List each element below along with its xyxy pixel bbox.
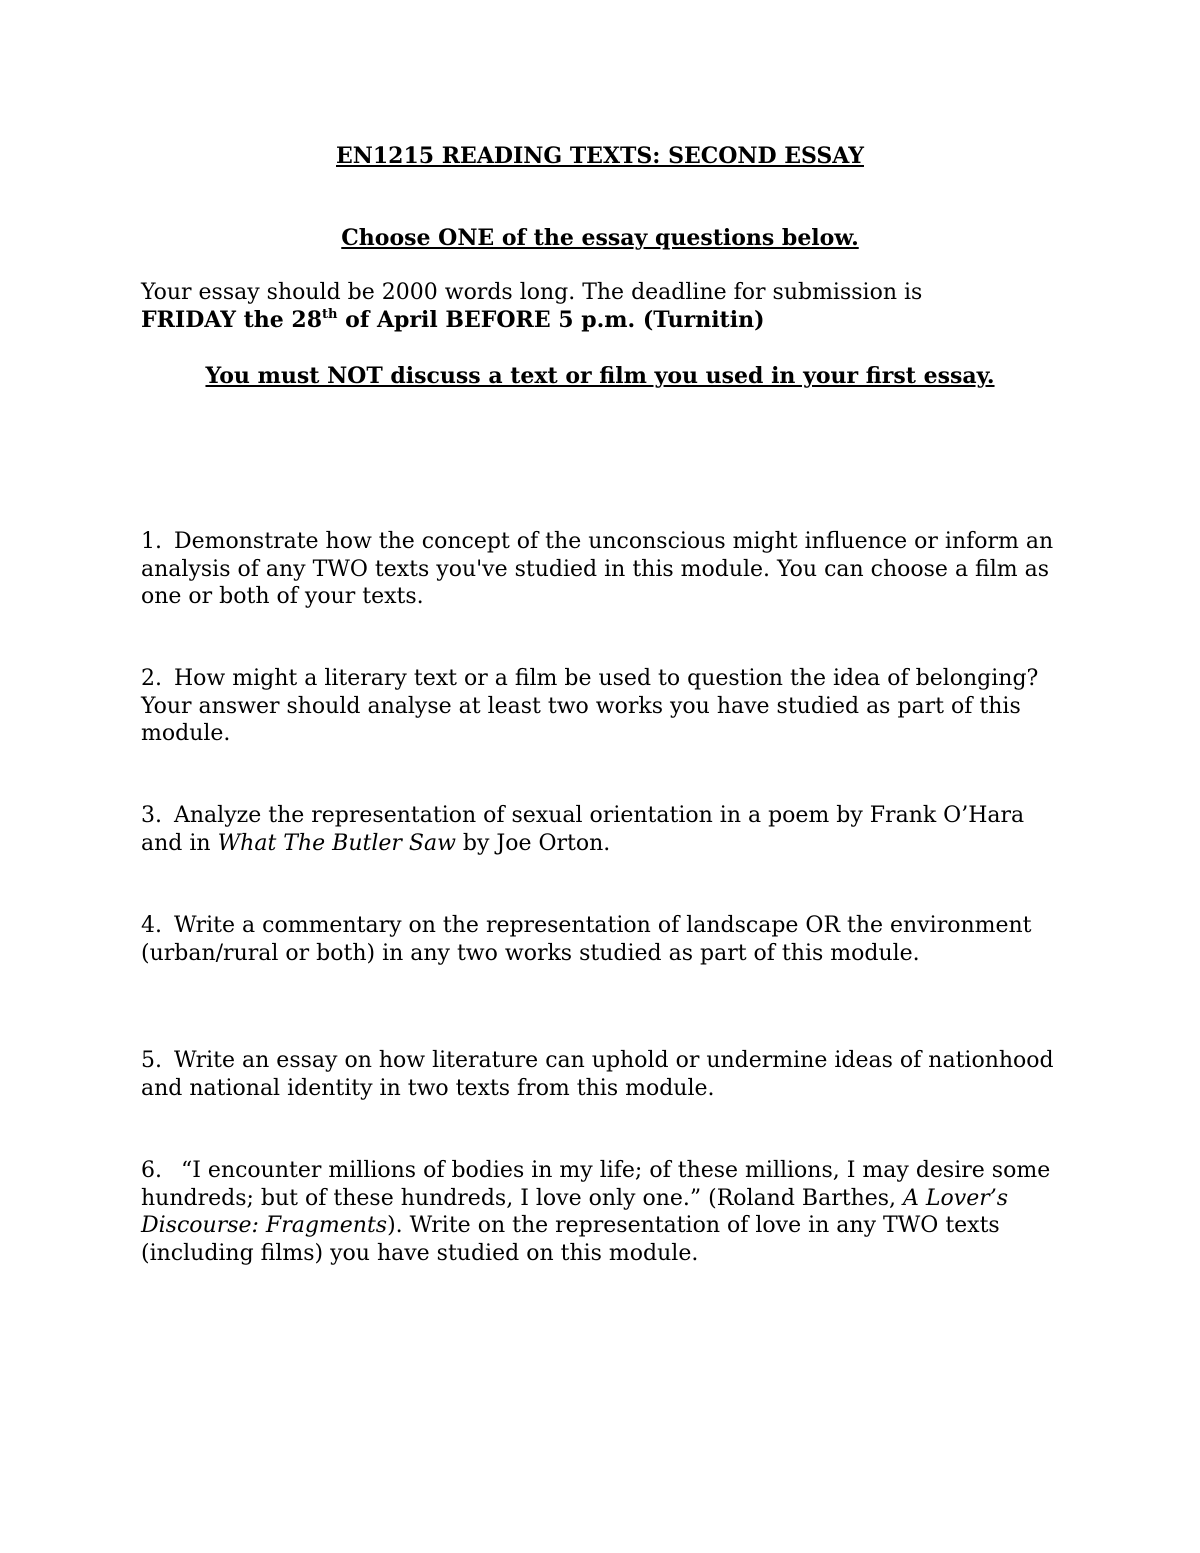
- deadline-prefix: FRIDAY the 28: [141, 306, 323, 333]
- book-title: A Lover’s Discourse: Fragments: [141, 1185, 1009, 1238]
- warning-text: You must NOT discuss a text or film you used in your first essay.: [205, 363, 995, 389]
- question-number: 5.: [141, 1048, 162, 1073]
- question-number: 1.: [141, 529, 162, 554]
- play-title: What The Butler Saw: [217, 830, 456, 856]
- choose-instruction: Choose ONE of the essay questions below.: [341, 225, 859, 251]
- question-text-after: ). Write on the representation of love in any TWO texts (including films) you have studied on this module.: [141, 1213, 1000, 1266]
- question-text: Demonstrate how the concept of the unconscious might influence or inform an analysis of any TWO texts you've studied in this module. You can choose a film as one or both of your texts.: [141, 529, 1054, 609]
- question-text-before: “I encounter millions of bodies in my life; of these millions, I may desire some hundreds; but of these hundreds, I love only one.” (Roland Barthes,: [141, 1158, 1051, 1211]
- essay-question-4: [141, 912, 1071, 967]
- submission-info: [141, 279, 1071, 334]
- question-number: 2.: [141, 666, 162, 691]
- essay-question-1: [141, 528, 1071, 611]
- deadline-line: [141, 307, 1071, 335]
- essay-question-2: [141, 665, 1071, 748]
- question-text: Write a commentary on the representation of landscape OR the environment (urban/rural or both) in any two works studied as part of this module.: [141, 913, 1032, 966]
- deadline-suffix: of April BEFORE 5 p.m. (Turnitin): [337, 306, 765, 333]
- question-text-before: Analyze the representation of sexual orientation in a poem by Frank O’Hara and in: [141, 803, 1025, 856]
- document-title: EN1215 READING TEXTS: SECOND ESSAY: [336, 143, 864, 169]
- question-number: 3.: [141, 803, 162, 828]
- question-number: 4.: [141, 913, 162, 938]
- question-text: Write an essay on how literature can uphold or undermine ideas of nationhood and national identity in two texts from this module.: [141, 1048, 1054, 1101]
- deadline-ordinal: th: [322, 306, 338, 322]
- question-number: 6.: [141, 1158, 162, 1183]
- essay-question-6: [141, 1157, 1071, 1267]
- question-text-after: by Joe Orton.: [455, 830, 611, 856]
- essay-question-5: [141, 1047, 1071, 1102]
- question-text: How might a literary text or a film be used to question the idea of belonging? Your answer should analyse at least two works you have studied as part of this module.: [141, 666, 1039, 746]
- essay-question-3: [141, 802, 1071, 857]
- word-count-line: Your essay should be 2000 words long. The deadline for submission is: [141, 280, 923, 305]
